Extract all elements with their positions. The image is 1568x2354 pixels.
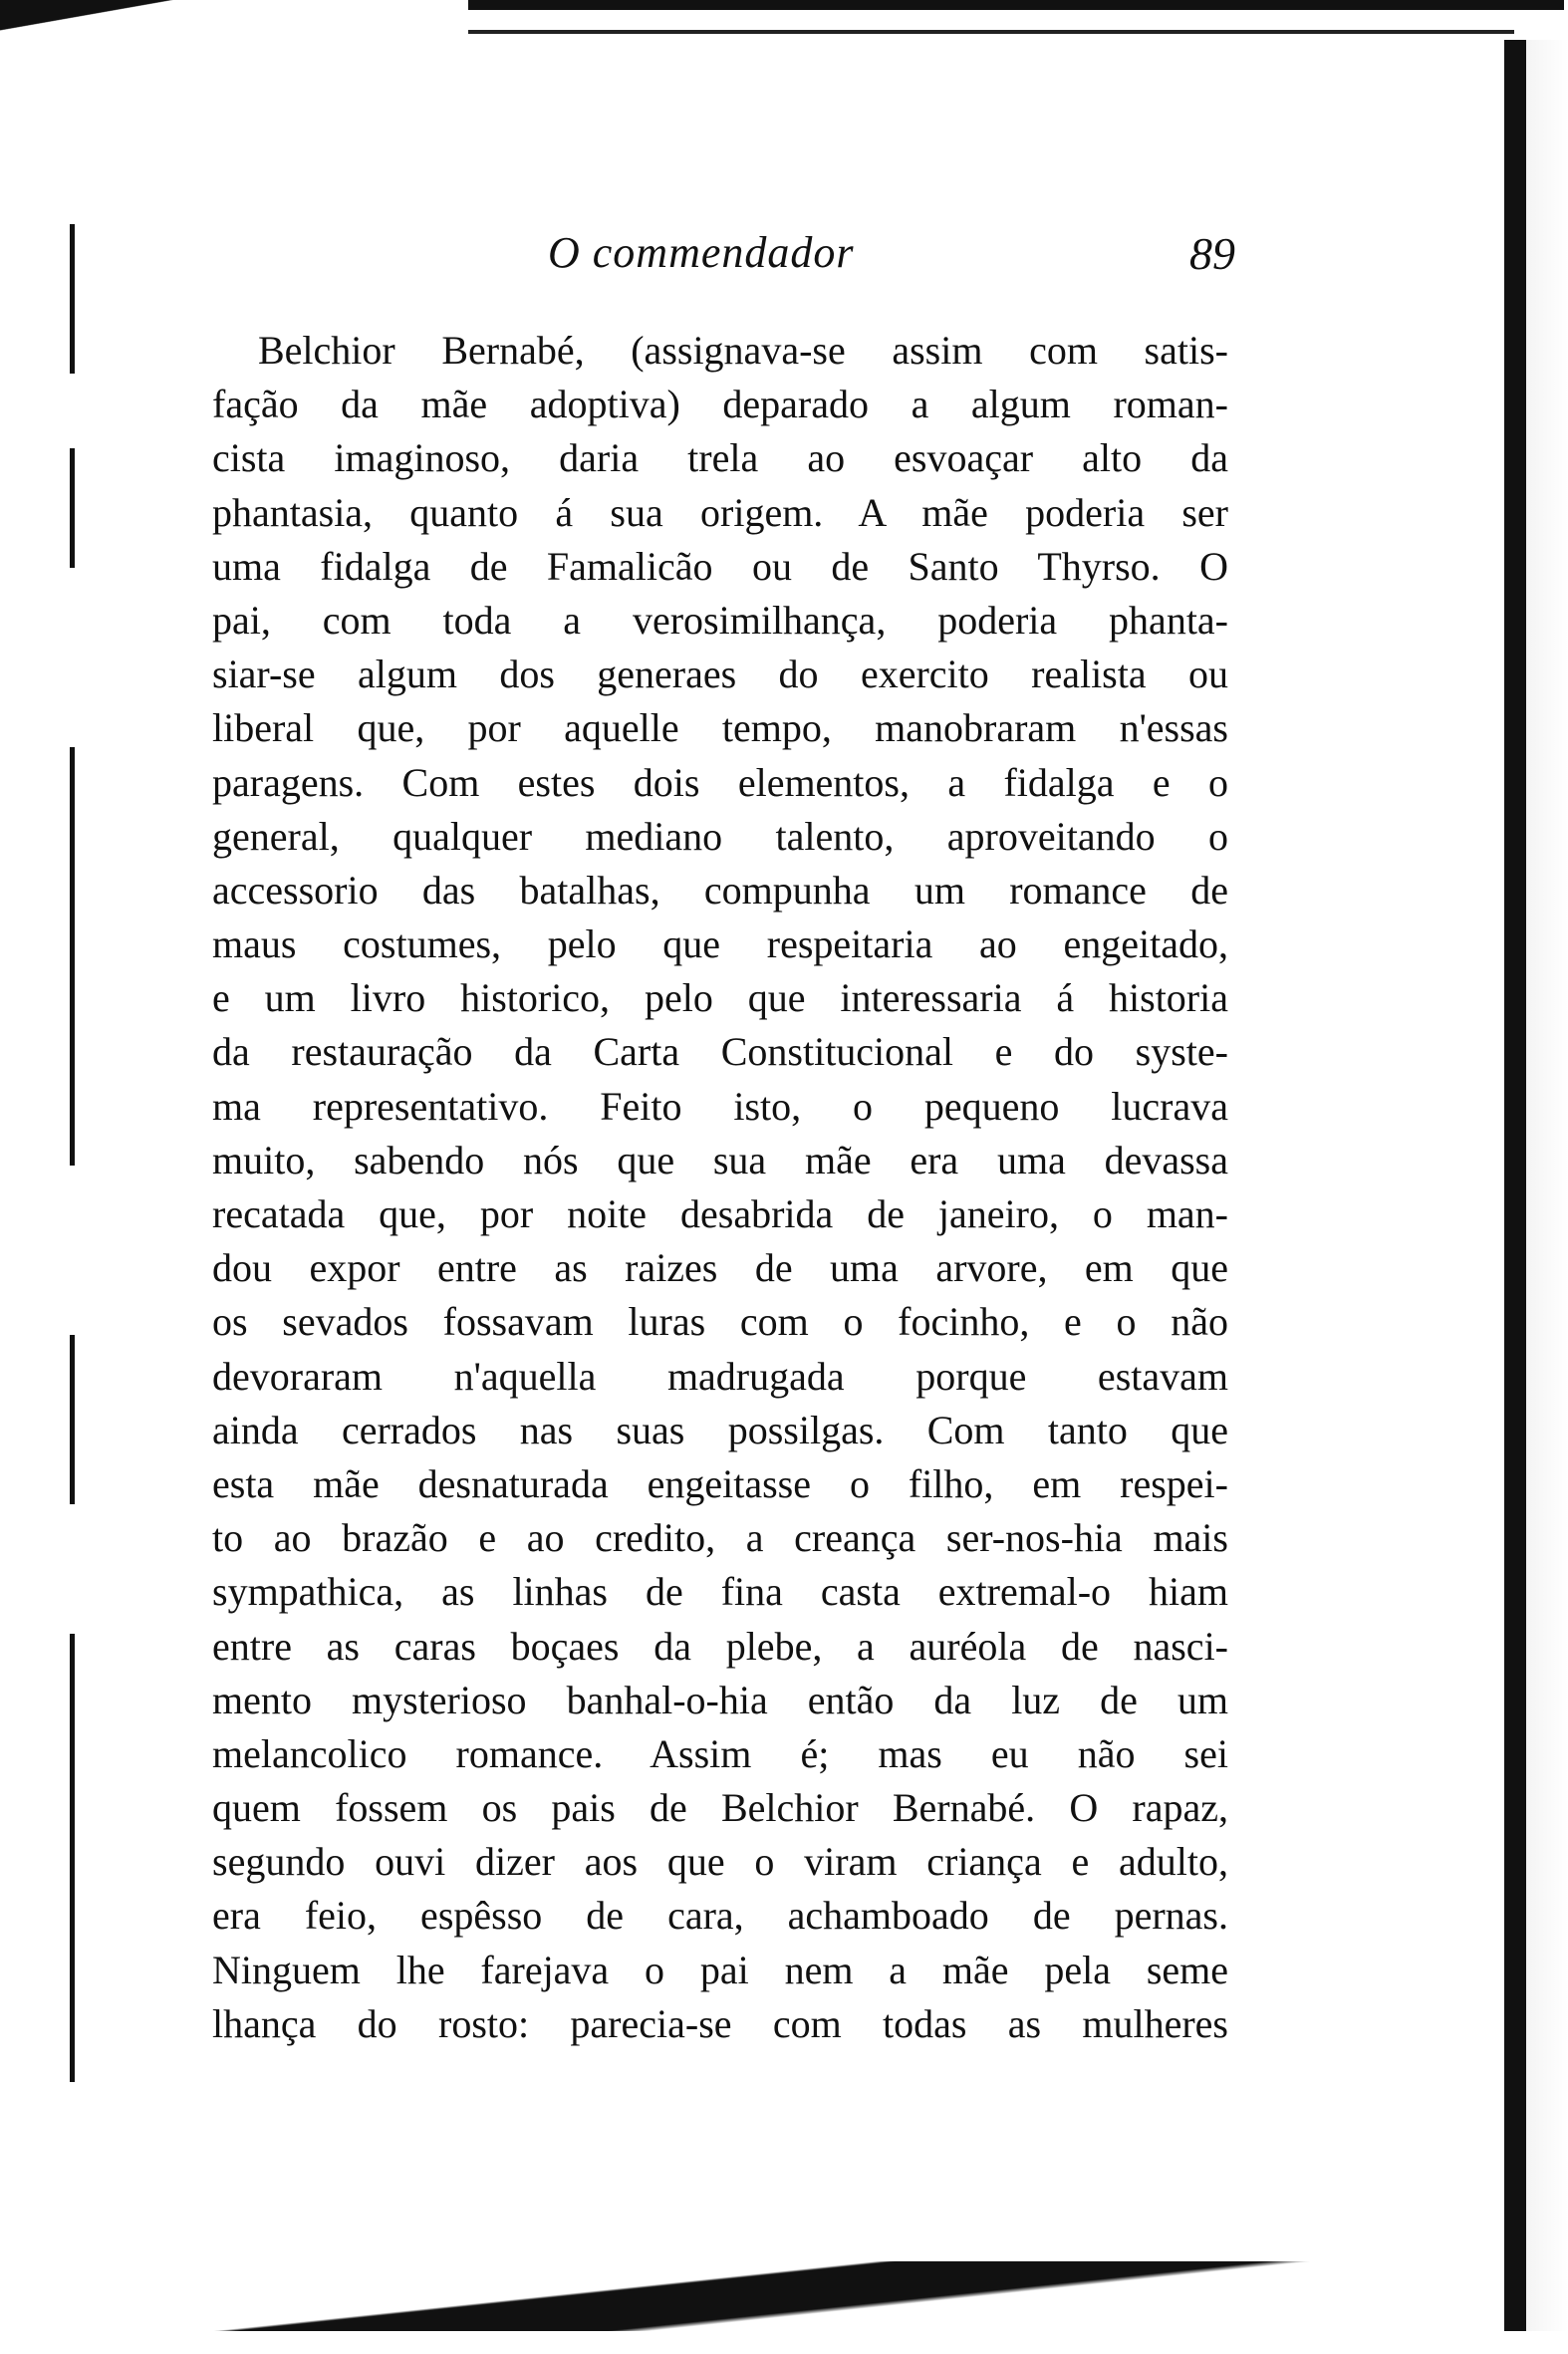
text-line: dou expor entre as raizes de uma arvore, em que [212, 1245, 1228, 1291]
text-line: paragens. Com estes dois elementos, a fidalga e o [212, 759, 1228, 805]
running-title: O commendador [548, 228, 855, 277]
body-text [212, 324, 1228, 2051]
text-line: mento mysterioso banhal-o-hia então da luz de um [212, 1677, 1228, 1722]
text-line: siar-se algum dos generaes do exercito realista ou [212, 652, 1228, 697]
page-header [199, 227, 1235, 297]
text-line: maus costumes, pelo que respeitaria ao engeitado, [212, 921, 1228, 967]
text-line: Belchior Bernabé, (assignava-se assim com satis- [258, 328, 1228, 373]
text-line: era feio, espêsso de cara, achamboado de pernas. [212, 1893, 1228, 1939]
margin-mark [70, 747, 75, 1166]
text-line: e um livro historico, pelo que interessaria á historia [212, 975, 1228, 1021]
text-line: to ao brazão e ao credito, a creança ser-nos-hia mais [212, 1515, 1228, 1561]
text-line: uma fidalga de Famalicão ou de Santo Thyrso. O [212, 543, 1228, 589]
text-line: Ninguem lhe farejava o pai nem a mãe pela seme [212, 1947, 1228, 1992]
text-line: sympathica, as linhas de fina casta extremal-o hiam [212, 1569, 1228, 1615]
text-line: os sevados fossavam luras com o focinho, e o não [212, 1299, 1228, 1345]
text-line: fação da mãe adoptiva) deparado a algum roman- [212, 382, 1228, 427]
margin-mark [70, 1335, 75, 1504]
text-line: quem fossem os pais de Belchior Bernabé. O rapaz, [212, 1785, 1228, 1831]
text-line: entre as caras boçaes da plebe, a auréola de nasci- [212, 1623, 1228, 1669]
text-line: segundo ouvi dizer aos que o viram criança e adulto, [212, 1839, 1228, 1885]
text-line: devoraram n'aquella madrugada porque estavam [212, 1353, 1228, 1399]
scan-shadow-top-left [0, 0, 259, 40]
text-line: da restauração da Carta Constitucional e do syste- [212, 1029, 1228, 1075]
scan-edge-bottom [0, 2261, 1524, 2331]
margin-mark [70, 224, 75, 374]
text-line: esta mãe desnaturada engeitasse o filho, em respei- [212, 1460, 1228, 1506]
scan-margin-right [1526, 40, 1568, 2331]
margin-mark [70, 448, 75, 568]
text-line: general, qualquer mediano talento, aproveitando o [212, 813, 1228, 859]
text-line: phantasia, quanto á sua origem. A mãe poderia ser [212, 489, 1228, 535]
text-line: cista imaginoso, daria trela ao esvoaçar alto da [212, 435, 1228, 481]
scan-edge-top [468, 0, 1564, 18]
text-line: recatada que, por noite desabrida de janeiro, o man- [212, 1191, 1228, 1236]
text-line: liberal que, por aquelle tempo, manobraram n'essas [212, 705, 1228, 751]
text-line: ma representativo. Feito isto, o pequeno lucrava [212, 1083, 1228, 1129]
text-line: accessorio das batalhas, compunha um romance de [212, 867, 1228, 913]
scan-edge-right [1504, 40, 1526, 2331]
text-line: ainda cerrados nas suas possilgas. Com tanto que [212, 1407, 1228, 1452]
text-line: pai, com toda a verosimilhança, poderia phanta- [212, 597, 1228, 643]
page-number: 89 [1189, 228, 1235, 279]
scan-rule-top [468, 30, 1514, 34]
text-line: melancolico romance. Assim é; mas eu não sei [212, 1730, 1228, 1776]
margin-mark [70, 1634, 75, 2082]
text-line: lhança do rosto: parecia-se com todas as mulheres [212, 2000, 1228, 2046]
text-line: muito, sabendo nós que sua mãe era uma devassa [212, 1137, 1228, 1182]
